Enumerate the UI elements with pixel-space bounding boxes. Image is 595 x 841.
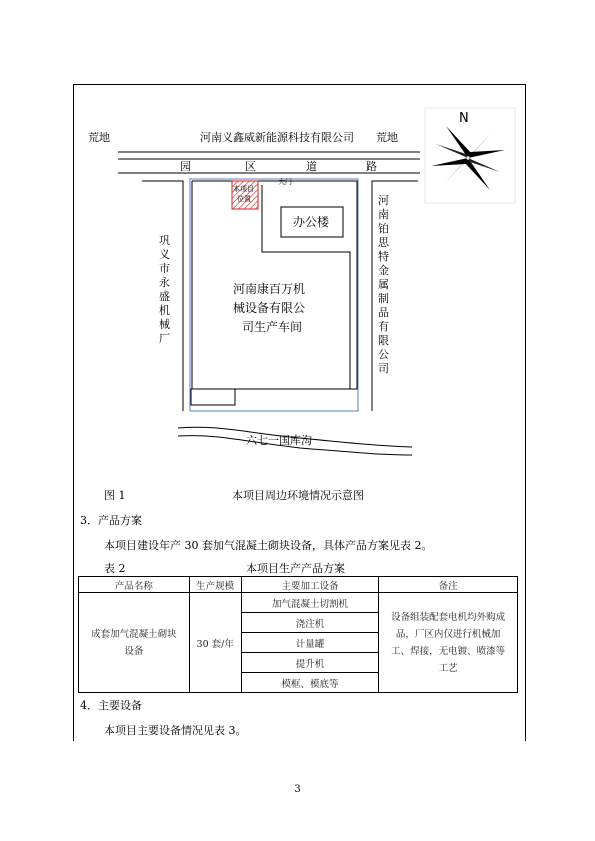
page-number: 3 <box>294 784 301 795</box>
figure-title: 本项目周边环境情况示意图 <box>232 489 364 502</box>
wasteland-left-label: 荒地 <box>88 131 110 144</box>
product-name-cell: 成套加气混凝土砌块设备 <box>79 593 190 693</box>
table-header-row <box>79 577 518 593</box>
west-company-label <box>159 234 170 345</box>
equipment-cell: 模框、模底等 <box>241 673 379 693</box>
svg-text:南: 南 <box>378 208 389 221</box>
header-equipment: 主要加工设备 <box>241 577 379 593</box>
svg-text:义: 义 <box>159 248 170 261</box>
main-gate-label: 大门 <box>278 178 292 186</box>
project-location-line2: 位置 <box>237 195 251 203</box>
table-2-title: 本项目生产产品方案 <box>246 562 345 575</box>
svg-text:铂: 铂 <box>378 222 389 235</box>
remark-cell: 设备组装配套电机均外购成品，厂区内仅进行机械加工、焊接，无电镀、喷漆等工艺 <box>379 593 518 693</box>
svg-text:属: 属 <box>378 278 389 291</box>
workshop-label-line2: 械设备有限公 <box>233 301 306 315</box>
figure-number: 图 1 <box>104 489 126 502</box>
equipment-cell: 浇注机 <box>241 613 379 633</box>
svg-text:特: 特 <box>378 250 389 263</box>
svg-text:永: 永 <box>159 276 170 289</box>
road-char-4: 路 <box>366 160 377 173</box>
svg-text:公: 公 <box>378 348 389 361</box>
header-scale: 生产规模 <box>189 577 241 593</box>
equipment-cell: 加气混凝土切割机 <box>241 593 379 613</box>
svg-text:思: 思 <box>378 236 389 249</box>
office-label: 办公楼 <box>293 215 330 229</box>
equipment-cell: 计量罐 <box>241 633 379 653</box>
section-4-heading: 4．主要设备 <box>80 699 142 712</box>
svg-text:河: 河 <box>378 194 389 207</box>
equipment-cell: 提升机 <box>241 653 379 673</box>
road-char-2: 区 <box>245 160 256 173</box>
section-3-heading: 3．产品方案 <box>80 514 142 527</box>
svg-text:制: 制 <box>378 292 389 305</box>
svg-text:金: 金 <box>378 264 389 277</box>
table-row <box>79 593 518 613</box>
svg-text:盛: 盛 <box>159 290 170 303</box>
table-2-number: 表 2 <box>104 562 126 575</box>
workshop-label-line1: 河南康百万机 <box>233 282 306 296</box>
section-3-text: 本项目建设年产 30 套加气混凝土砌块设备，具体产品方案见表 2。 <box>104 539 433 552</box>
north-company-label: 河南义鑫威新能源科技有限公司 <box>200 131 354 144</box>
wasteland-right-label: 荒地 <box>376 131 398 144</box>
ditch-label: 六七一国库沟 <box>246 434 312 447</box>
product-table <box>78 576 518 693</box>
small-building <box>191 389 235 405</box>
svg-text:有: 有 <box>378 320 389 333</box>
east-company-label <box>378 194 390 375</box>
svg-text:市: 市 <box>159 262 170 275</box>
svg-text:厂: 厂 <box>159 332 170 345</box>
svg-text:品: 品 <box>378 306 389 319</box>
svg-text:巩: 巩 <box>159 234 170 247</box>
header-remark: 备注 <box>379 577 518 593</box>
workshop-label-line3: 司生产车间 <box>242 320 303 334</box>
compass-rose-icon <box>425 108 515 203</box>
section-4-text: 本项目主要设备情况见表 3。 <box>104 724 247 737</box>
compass-north-label: N <box>459 111 469 126</box>
project-location-line1: 本项目 <box>233 185 254 193</box>
road-char-3: 道 <box>306 160 317 173</box>
svg-text:司: 司 <box>378 362 389 375</box>
road-char-1: 园 <box>180 160 191 173</box>
header-product-name: 产品名称 <box>79 577 190 593</box>
svg-text:机: 机 <box>159 304 170 317</box>
svg-text:械: 械 <box>159 318 170 331</box>
scale-cell: 30 套/年 <box>189 593 241 693</box>
svg-text:限: 限 <box>378 334 389 347</box>
